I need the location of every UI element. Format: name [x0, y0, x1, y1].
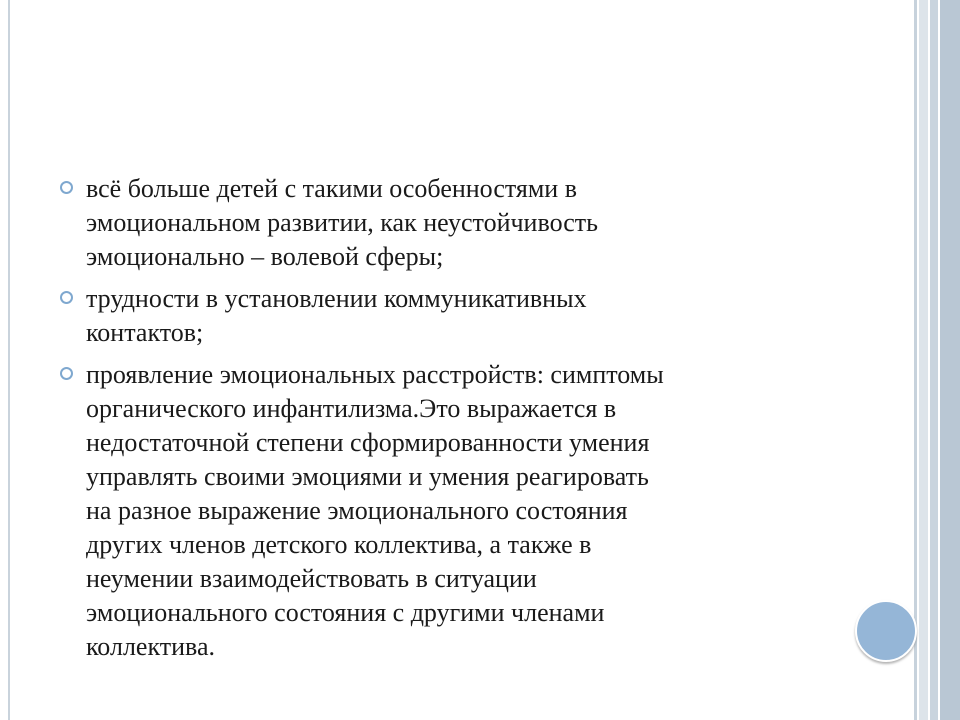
bullet-list	[60, 172, 820, 672]
bullet-text: всё больше детей с такими особенностями в эмоциональном развитии, как неустойчивость эмоционально – волевой сферы;	[86, 174, 598, 271]
circle-bullet-icon	[60, 367, 73, 380]
bullet-text: проявление эмоциональных расстройств: симптомы органического инфантилизма.Это выражается в недостаточной степени сформированности умения управлять своими эмоциями и умения реагировать на разное выражение эмоционального состояния других членов детского коллектива, а также в неумении взаимодействовать в ситуации эмоционального состояния с другими членами коллектива.	[86, 360, 664, 661]
bullet-item	[60, 172, 820, 274]
bullet-item	[60, 282, 820, 350]
right-stripe-4	[940, 0, 960, 720]
right-stripe-1	[914, 0, 917, 720]
left-frame-line	[8, 0, 10, 720]
decorative-circle	[855, 600, 917, 662]
circle-bullet-icon	[60, 291, 73, 304]
bullet-text: трудности в установлении коммуникативных контактов;	[86, 284, 587, 347]
right-stripe-2	[919, 0, 928, 720]
circle-bullet-icon	[60, 181, 73, 194]
bullet-item	[60, 358, 820, 664]
right-stripe-3	[930, 0, 938, 720]
